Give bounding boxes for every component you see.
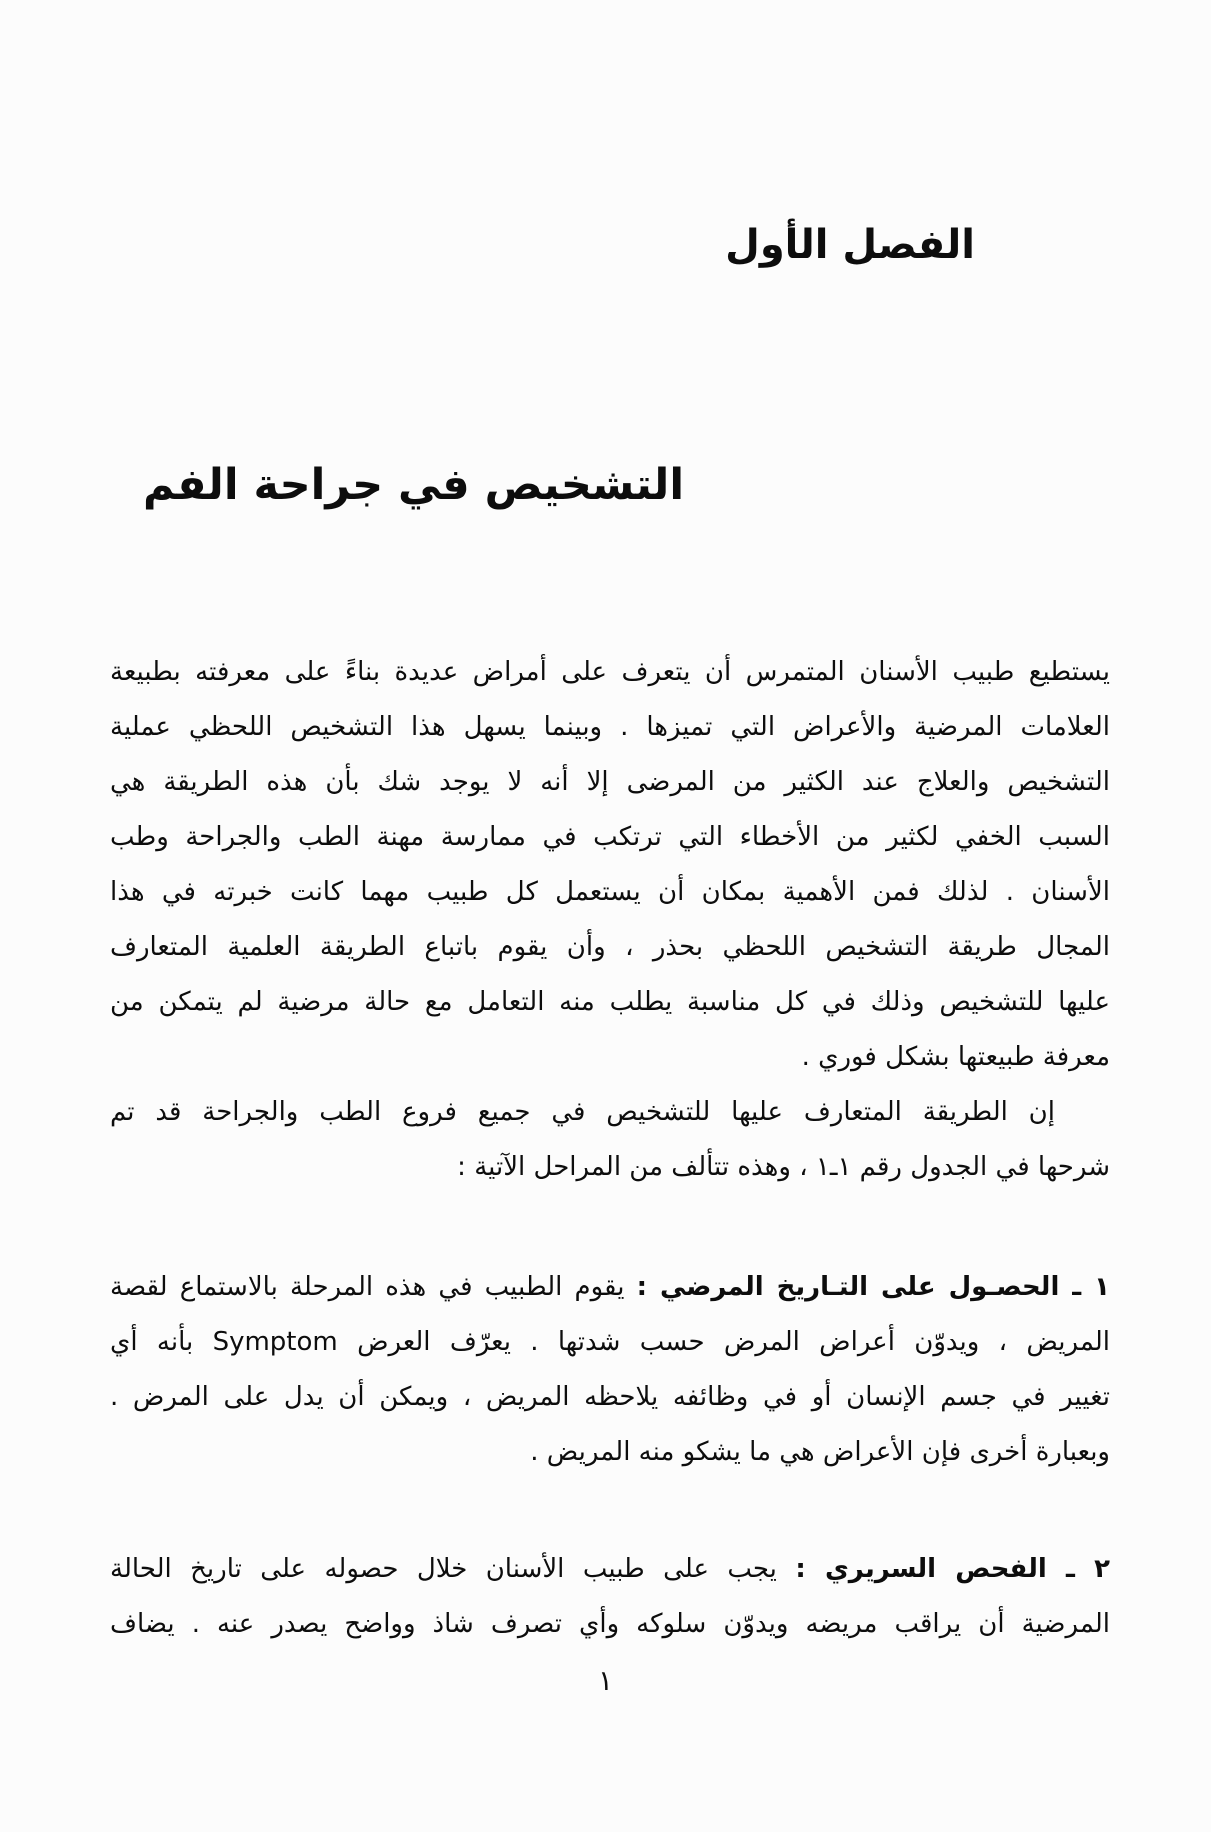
paragraph-line: الأسنان . لذلك فمن الأهمية بمكان أن يستعمل كل طبيب مهما كانت خبرته في هذا bbox=[110, 877, 1110, 907]
paragraph-line: إن الطريقة المتعارف عليها للتشخيص في جميع فروع الطب والجراحة قد تم bbox=[110, 1097, 1055, 1127]
paragraph-line: معرفة طبيعتها بشكل فوري . bbox=[801, 1042, 1110, 1072]
numbered-item-2 bbox=[110, 1542, 1110, 1652]
paragraph-line: المريض ، ويدوّن أعراض المرض حسب شدتها . يعرّف العرض Symptom بأنه أي bbox=[110, 1327, 1110, 1357]
item-1-lead-rest: يقوم الطبيب في هذه المرحلة بالاستماع لقصة bbox=[110, 1272, 625, 1302]
item-2-heading: ٢ ـ الفحص السريري : bbox=[795, 1554, 1110, 1584]
paragraph-line: المرضية أن يراقب مريضه ويدوّن سلوكه وأي تصرف شاذ وواضح يصدر عنه . يضاف bbox=[110, 1609, 1110, 1639]
paragraph-line: يستطيع طبيب الأسنان المتمرس أن يتعرف على أمراض عديدة بناءً على معرفته بطبيعة bbox=[110, 657, 1110, 687]
page-title: التشخيص في جراحة الفم bbox=[143, 460, 685, 510]
paragraph-line: العلامات المرضية والأعراض التي تميزها . وبينما يسهل هذا التشخيص اللحظي عملية bbox=[110, 712, 1110, 742]
item-2-lead-rest: يجب على طبيب الأسنان خلال حصوله على تاريخ الحالة bbox=[110, 1554, 777, 1584]
paragraph-1 bbox=[110, 645, 1110, 1085]
paragraph-line: التشخيص والعلاج عند الكثير من المرضى إلا أنه لا يوجد شك بأن هذه الطريقة هي bbox=[110, 767, 1110, 797]
paragraph-line: شرحها في الجدول رقم ١ـ١ ، وهذه تتألف من المراحل الآتية : bbox=[457, 1152, 1110, 1182]
paragraph-line: تغيير في جسم الإنسان أو في وظائفه يلاحظه المريض ، ويمكن أن يدل على المرض . bbox=[110, 1382, 1110, 1412]
item-2-lead-line bbox=[110, 1542, 1110, 1597]
page-number: ١ bbox=[597, 1664, 614, 1697]
item-1-heading: ١ ـ الحصـول على التـاريخ المرضي : bbox=[636, 1272, 1110, 1302]
item-1-lead-line bbox=[110, 1260, 1110, 1315]
paragraph-line: عليها للتشخيص وذلك في كل مناسبة يطلب منه التعامل مع حالة مرضية لم يتمكن من bbox=[110, 987, 1110, 1017]
numbered-item-1 bbox=[110, 1260, 1110, 1480]
paragraph-2 bbox=[110, 1085, 1110, 1195]
chapter-heading: الفصل الأول bbox=[725, 222, 975, 268]
paragraph-line: وبعبارة أخرى فإن الأعراض هي ما يشكو منه المريض . bbox=[530, 1437, 1110, 1467]
paragraph-line: السبب الخفي لكثير من الأخطاء التي ترتكب في ممارسة مهنة الطب والجراحة وطب bbox=[110, 822, 1110, 852]
body-text bbox=[110, 645, 1110, 1652]
paragraph-line: المجال طريقة التشخيص اللحظي بحذر ، وأن يقوم باتباع الطريقة العلمية المتعارف bbox=[110, 932, 1110, 962]
